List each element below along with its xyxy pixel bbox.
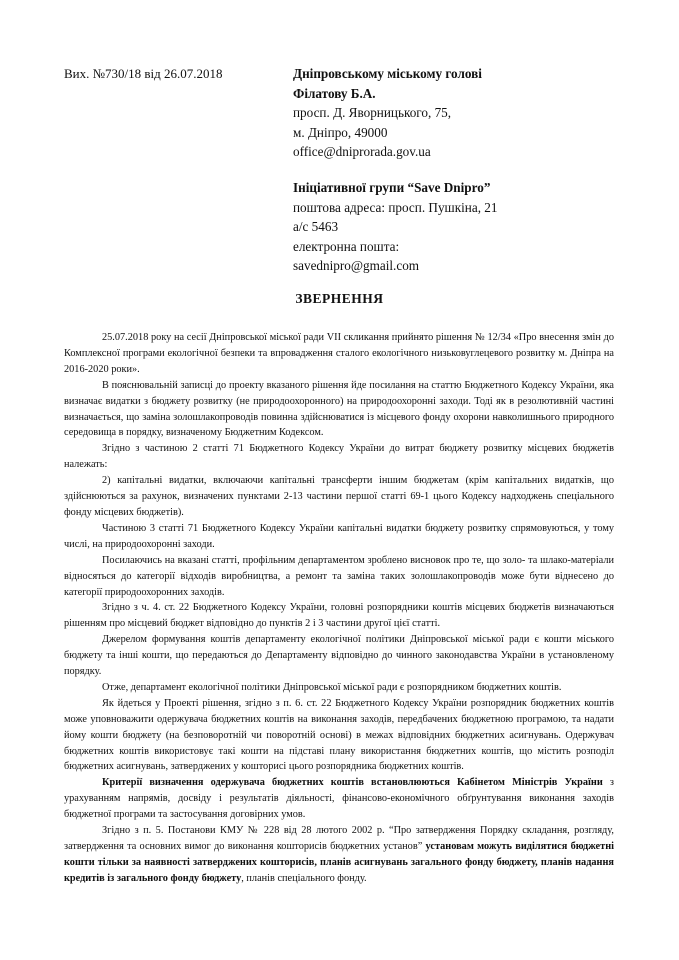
sender-postal-address: поштова адреса: просп. Пушкіна, 21 bbox=[293, 199, 498, 215]
resolution-emphasis: установам можуть виділятися бюджетні кошти тільки за наявності затверджених кошторисів, планів асигнувань загального фонду бюджету, планів надання кредитів із загального фонду бюджету bbox=[64, 841, 614, 884]
criteria-rest: з урахуванням напрямів, досвіду і результатів діяльності, фінансово-економічного обґрунтування виконання заходів бюджетної програми та застосування договірних умов. bbox=[64, 777, 614, 821]
paragraph: Джерелом формування коштів департаменту екологічної політики Дніпровської міської ради є кошти міського бюджету та інші кошти, що передаються до Департаменту відповідно до чинного законодавства України в установленому порядку. bbox=[64, 634, 614, 678]
paragraph: Згідно з ч. 4. ст. 22 Бюджетного Кодексу України, головні розпорядники коштів місцевих бюджетів визначаються рішенням про місцевий бюджет відповідно до пунктів 2 і 3 частини другої цієї статті. bbox=[64, 602, 614, 630]
paragraph: 25.07.2018 року на сесії Дніпровської міської ради VII скликання прийнято рішення № 12/34 «Про внесення змін до Комплексної програми екологічної безпеки та впровадження сталого екологічного низьковуглецевого розвитку м. Дніпра на 2016-2020 роки». bbox=[64, 332, 614, 375]
sender-email: savednipro@gmail.com bbox=[293, 258, 420, 273]
sender-block bbox=[293, 178, 497, 276]
paragraph: Як йдеться у Проекті рішення, згідно з п. 6. ст. 22 Бюджетного Кодексу України розпорядник бюджетних коштів може уповноважити одержувача бюджетних коштів на виконання заходів, передбачених бюджетною програмою, та надати йому кошти бюджету (на безповоротній чи поворотній основі) в межах відповідних бюджетних асигнувань. Одержувач бюджетних коштів використовує такі кошти на підставі плану використання бюджетних коштів, що містить розподіл бюджетних асигнувань, затверджених у кошторисі цього розпорядника бюджетних коштів. bbox=[64, 697, 614, 773]
criteria-emphasis: Критерії визначення одержувача бюджетних коштів встановлюються Кабінетом Міністрів України bbox=[102, 777, 603, 789]
recipient-email: office@dniprorada.gov.ua bbox=[293, 144, 431, 159]
outgoing-number: Вих. №730/18 від 26.07.2018 bbox=[64, 66, 223, 81]
paragraph: Посилаючись на вказані статті, профільним департаментом зроблено висновок про те, що золо- та шлако-матеріали відносяться до категорії відходів виробництва, а ремонт та заміна таких золошлакопроводів може бути віднесено до категорії природоохоронних заходів. bbox=[64, 554, 614, 598]
paragraph: Отже, департамент екологічної політики Дніпровської міської ради є розпорядником бюджетних коштів. bbox=[102, 681, 562, 693]
letter-body bbox=[64, 330, 614, 887]
paragraph: Згідно з частиною 2 статті 71 Бюджетного Кодексу України до витрат бюджету розвитку місцевих бюджетів належать: bbox=[64, 443, 614, 471]
paragraph-criteria bbox=[64, 775, 614, 823]
paragraph: Частиною 3 статті 71 Бюджетного Кодексу України капітальні видатки бюджету розвитку спрямовуються, у тому числі, на природоохоронні заходи. bbox=[64, 522, 614, 550]
paragraph-resolution bbox=[64, 823, 614, 887]
recipient-block bbox=[293, 64, 482, 162]
recipient-name: Філатову Б.А. bbox=[293, 85, 376, 101]
paragraph: В пояснювальній записці до проекту вказаного рішення йде посилання на статтю Бюджетного Кодексу України, яка визначає видатки з бюджету розвитку (не природоохоронного) на природоохоронні заходи. Тоді як в резолютивній частині визначається, що заміна золошлакопроводів повинна здійснюватися із місцевого фонду охорони навколишнього природного середовища в порядку, визначеному Бюджетним Кодексом. bbox=[64, 379, 614, 439]
sender-po-box: а/с 5463 bbox=[293, 219, 339, 234]
recipient-street: просп. Д. Яворницького, 75, bbox=[293, 105, 452, 120]
recipient-city: м. Дніпро, 49000 bbox=[293, 124, 388, 140]
sender-email-label: електронна пошта: bbox=[293, 238, 400, 254]
paragraph: 2) капітальні видатки, включаючи капітальні трансферти іншим бюджетам (крім капітальних видатків, що здійснюються за рахунок, визначених пунктами 2-13 частини першої статті 69-1 цього Кодексу надходжень спеціального фонду місцевих бюджетів). bbox=[64, 475, 614, 518]
resolution-start: Згідно з п. 5. Постанови КМУ № 228 від 28 лютого 2002 р. “Про затвердження Порядку складання, розгляду, затвердження та основних вимог до виконання кошторисів бюджетних установ” bbox=[64, 825, 614, 852]
document-heading: ЗВЕРНЕННЯ bbox=[295, 291, 384, 306]
sender-title: Ініціативної групи “Save Dnipro” bbox=[293, 180, 491, 195]
resolution-end: , планів спеціального фонду. bbox=[241, 872, 367, 884]
recipient-title: Дніпровському міському голові bbox=[293, 66, 482, 81]
